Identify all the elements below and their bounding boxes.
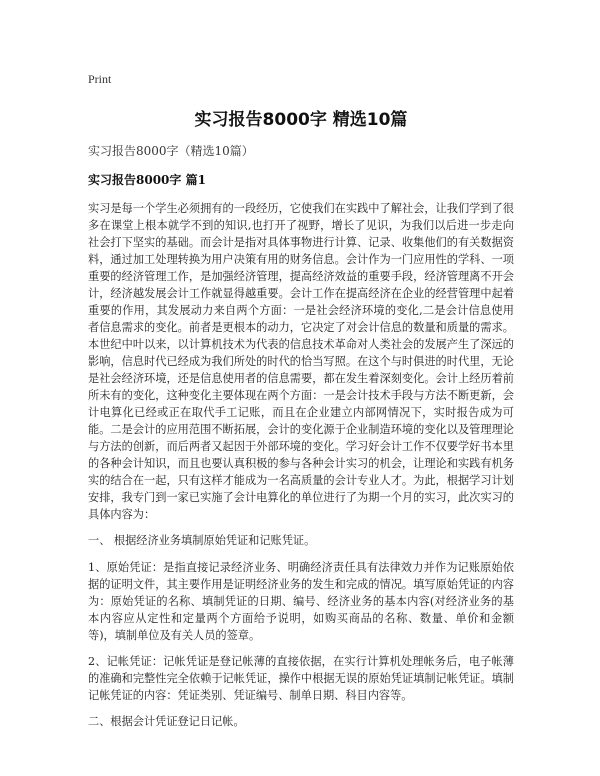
item-heading-2: 二、根据会计凭证登记日记帐。 xyxy=(88,715,245,728)
accounting-voucher-paragraph: 2、记帐凭证：记帐凭证是登记帐薄的直接依据，在实行计算机处理帐务后，电子帐薄的准确和完整性完全依赖于记帐凭证，操作中根据无误的原始凭证填制记帐凭证。填制记帐凭证的内容：凭证类别、凭证编号、制单日期、科目内容等。 xyxy=(88,655,514,702)
section-heading: 实习报告8000字 篇1 xyxy=(88,173,206,187)
print-link[interactable]: Print xyxy=(88,72,112,86)
document-subtitle: 实习报告8000字（精选10篇） xyxy=(88,144,254,158)
document-title: 实习报告8000字 精选10篇 xyxy=(194,110,408,130)
intro-paragraph: 实习是每一个学生必须拥有的一段经历，它使我们在实践中了解社会，让我们学到了很多在课堂上根本就学不到的知识,也打开了视野，增长了见识，为我们以后进一步走向社会打下坚实的基础。而会计是指对具体事物进行计算、记录、收集他们的有关数据资料，通过加工处理转换为用户决策有用的财务信息。会计作为一门应用性的学科、一项重要的经济管理工作，是加强经济管理，提高经济效益的重要手段，经济管理离不开会计，经济越发展会计工作就显得越重要。会计工作在提高经济在企业的经营管理中起着重要的作用，其发展动力来自两个方面：一是社会经济环境的变化,二是会计信息使用者信息需求的变化。前者是更根本的动力，它决定了对会计信息的数量和质量的需求。本世纪中叶以来，以计算机技术为代表的信息技术革命对人类社会的发展产生了深远的影响，信息时代已经成为我们所处的时代的恰当写照。在这个与时俱进的时代里，无论是社会经济环境，还是信息使用者的信息需要，都在发生着深刻变化。会计上经历着前所未有的变化，这种变化主要体现在两个方面：一是会计技术手段与方法不断更新，会计电算化已经或正在取代手工记账，而且在企业建立内部网情况下，实时报告成为可能。二是会计的应用范围不断拓展，会计的变化源于企业制造环境的变化以及管理理论与方法的创新，而后两者又起因于外部环境的变化。学习好会计工作不仅要学好书本里的各种会计知识，而且也要认真积极的参与各种会计实习的机会，让理论和实践有机务实的结合在一起，只有这样才能成为一名高质量的会计专业人才。为此，根据学习计划安排，我专门到一家已实施了会计电算化的单位进行了为期一个月的实习，此次实习的具体内容为： xyxy=(88,202,514,521)
item-heading-1: 一、 根据经济业务填制原始凭证和记账凭证。 xyxy=(88,534,316,547)
original-voucher-paragraph: 1、原始凭证：是指直接记录经济业务、明确经济责任具有法律效力并作为记账原始依据的证明文件，其主要作用是证明经济业务的发生和完成的情况。填写原始凭证的内容为：原始凭证的名称、填制凭证的日期、编号、经济业务的基本内容(对经济业务的基本内容应从定性和定量两个方面给予说明，如购买商品的名称、数量、单价和金额等)，填制单位及有关人员的签章。 xyxy=(88,561,514,642)
